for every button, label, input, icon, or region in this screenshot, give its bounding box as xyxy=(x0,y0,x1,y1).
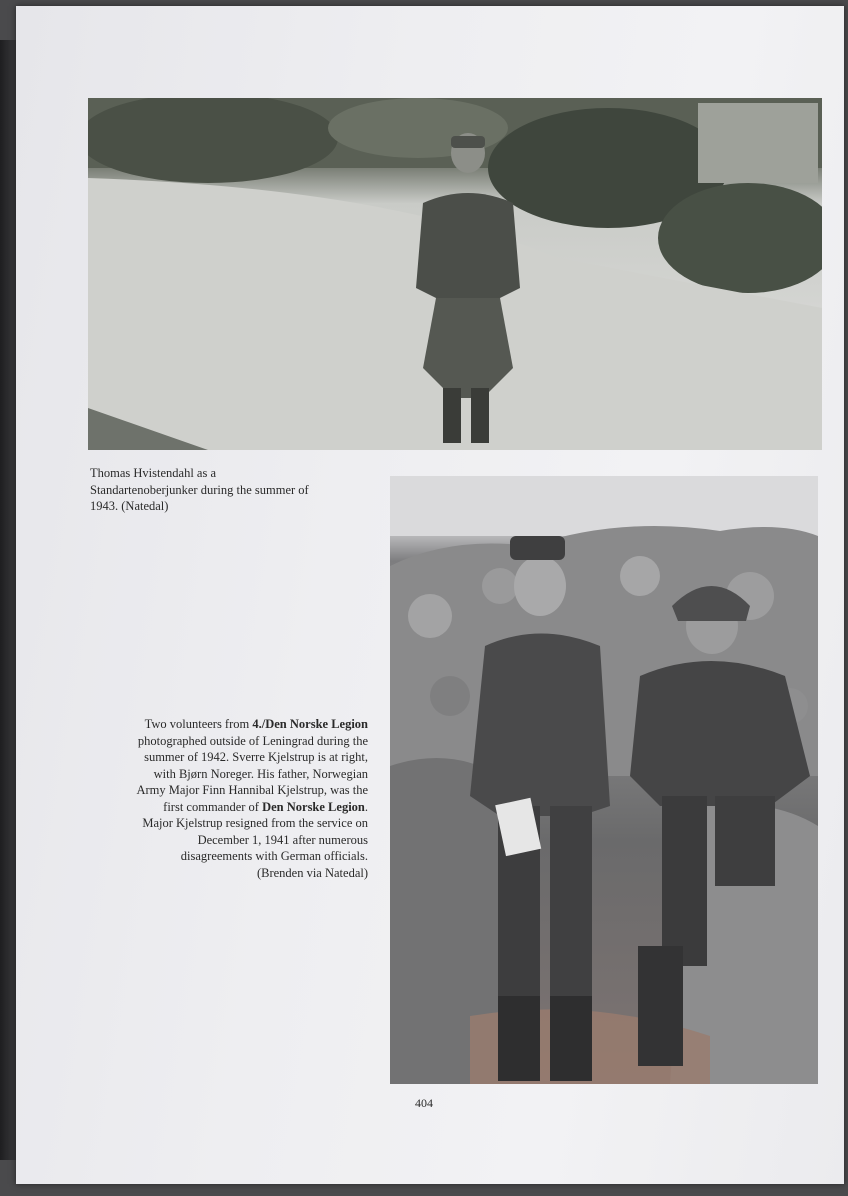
photo-soldier-standing xyxy=(88,98,822,450)
legion-name-bold: Den Norske Legion xyxy=(262,799,365,814)
caption-bottom xyxy=(92,716,368,881)
caption-top xyxy=(90,465,380,515)
photo-two-volunteers xyxy=(390,476,818,1084)
caption-bottom-line-6-text: first commander of xyxy=(163,799,263,814)
caption-bottom-line-3: summer of 1942. Sverre Kjelstrup is at right, xyxy=(144,750,368,764)
caption-bottom-line-1-text: Two volunteers from xyxy=(144,717,253,731)
caption-bottom-line-6-suffix: . xyxy=(364,799,368,814)
photo-soldier-standing-image xyxy=(88,98,822,450)
unit-name-bold: 4./Den Norske Legion xyxy=(252,717,368,731)
caption-bottom-line-8: December 1, 1941 after numerous xyxy=(197,832,368,847)
book-spine-shadow xyxy=(0,40,16,1160)
caption-bottom-line-5: Army Major Finn Hannibal Kjelstrup, was the xyxy=(136,783,368,797)
caption-top-line-2: Standartenoberjunker during the summer of xyxy=(90,482,309,497)
caption-bottom-line-1 xyxy=(92,716,368,733)
caption-bottom-line-10: (Brenden via Natedal) xyxy=(256,865,368,880)
photo-two-volunteers-image xyxy=(390,476,818,1084)
page-number: 404 xyxy=(415,1096,433,1110)
caption-bottom-line-7: Major Kjelstrup resigned from the service on xyxy=(142,816,368,830)
caption-bottom-line-9: disagreements with German officials. xyxy=(180,849,368,863)
caption-bottom-line-2: photographed outside of Leningrad during the xyxy=(137,733,368,748)
caption-bottom-line-6 xyxy=(92,799,368,816)
caption-bottom-line-4: with Bjørn Noreger. His father, Norwegian xyxy=(153,766,368,781)
caption-top-line-3: 1943. (Natedal) xyxy=(90,499,169,513)
caption-top-line-1: Thomas Hvistendahl as a xyxy=(90,466,217,480)
